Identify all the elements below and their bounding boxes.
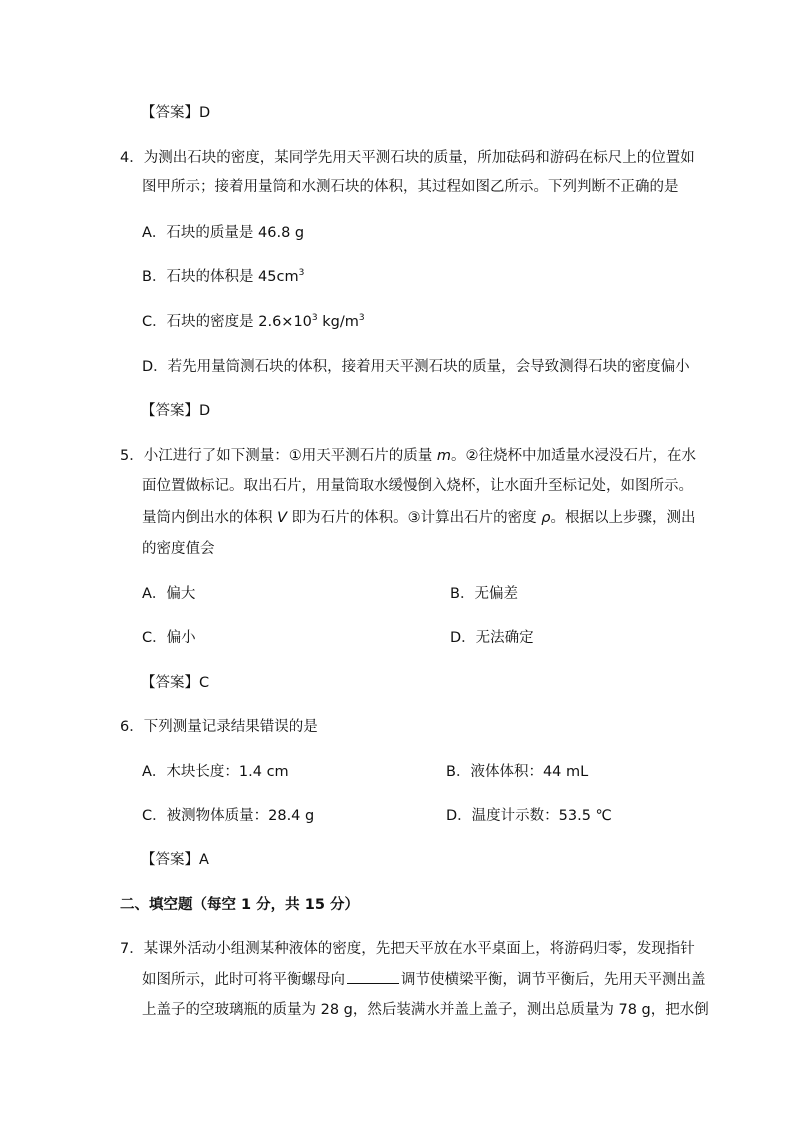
q5-stem-line4: 的密度值会 (142, 541, 215, 557)
q6-stem: 6．下列测量记录结果错误的是 (120, 719, 318, 735)
section-2-title: 二、填空题（每空 1 分，共 15 分） (120, 897, 359, 913)
q5-option-c: C．偏小 (142, 630, 196, 646)
q6-option-d: D．温度计示数：53.5 ℃ (446, 808, 612, 824)
answer-q6: 【答案】A (141, 852, 209, 868)
q4-stem-line2: 图甲所示；接着用量筒和水测石块的体积，其过程如图乙所示。下列判断不正确的是 (142, 179, 679, 195)
fill-in-blank[interactable] (347, 969, 399, 984)
q5-option-a: A．偏大 (142, 586, 196, 602)
answer-q3: 【答案】D (141, 105, 211, 121)
q6-option-c: C．被测物体质量：28.4 g (142, 808, 315, 824)
q5-option-d: D．无法确定 (450, 630, 534, 646)
q4-option-a: A．石块的质量是 46.8 g (142, 225, 305, 241)
q5-stem-line1: 5．小江进行了如下测量：①用天平测石片的质量 m。②往烧杯中加适量水浸没石片，在水 (120, 448, 696, 464)
q4-option-d: D．若先用量筒测石块的体积，接着用天平测石块的质量，会导致测得石块的密度偏小 (142, 359, 690, 375)
q6-option-b: B．液体体积：44 mL (446, 764, 589, 780)
q4-stem-line1: 4．为测出石块的密度，某同学先用天平测石块的质量，所加砝码和游码在标尺上的位置如 (120, 150, 695, 166)
q7-stem-line2: 如图所示，此时可将平衡螺母向 调节使横梁平衡，调节平衡后，先用天平测出盖 (142, 969, 706, 990)
answer-q5: 【答案】C (141, 675, 210, 691)
q7-stem-line3: 上盖子的空玻璃瓶的质量为 28 g，然后装满水并盖上盖子，测出总质量为 78 g，把水倒 (142, 1002, 709, 1018)
q6-option-a: A．木块长度：1.4 cm (142, 764, 289, 780)
q5-stem-line2: 面位置做标记。取出石片，用量筒取水缓慢倒入烧杯，让水面升至标记处，如图所示。 (142, 478, 693, 494)
q5-option-b: B．无偏差 (450, 586, 518, 602)
q4-option-c: C．石块的密度是 $2.6\times 10^3$ $kg/m^3$ (142, 313, 365, 330)
q7-stem-line1: 7．某课外活动小组测某种液体的密度，先把天平放在水平桌面上，将游码归零，发现指针 (120, 941, 695, 957)
q4-option-b: B．石块的体积是 $45cm^3$ (142, 268, 305, 285)
answer-q4: 【答案】D (141, 403, 211, 419)
q5-stem-line3: 量筒内倒出水的体积 V 即为石片的体积。③计算出石片的密度 ρ。根据以上步骤，测出 (142, 510, 696, 526)
